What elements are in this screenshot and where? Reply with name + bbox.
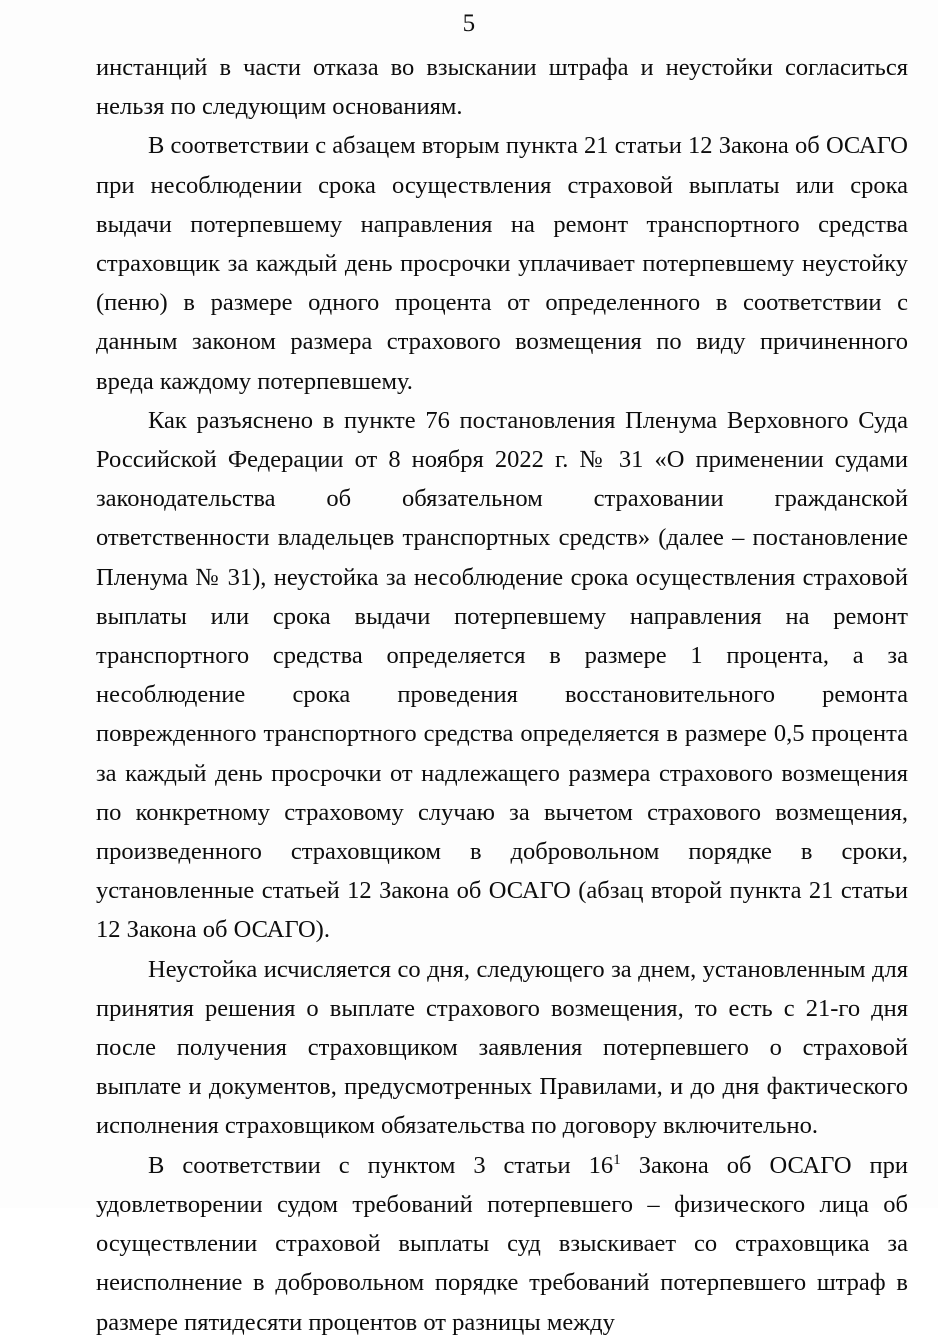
paragraph: Неустойка исчисляется со дня, следующего за днем, установленным для принятия решения о выплате страхового возмещения, то есть с 21-го дня после получения страховщиком заявления потерпевшего о страховой выплате и документов, предусмотренных Правилами, и до дня фактического исполнения страховщиком обязательства по договору включительно. xyxy=(96,955,908,1140)
paragraph-with-superscript xyxy=(96,1146,908,1342)
paragraph-text-after-superscript: Закона об ОСАГО при удовлетворении судом требований потерпевшего – физического лица об осуществлении страховой выплаты суд взыскивает со страховщика за неисполнение в добровольном порядке требований потерпевшего штраф в размере пятидесяти процентов от разницы между xyxy=(96,1151,908,1336)
paragraph-text-before-superscript: В соответствии с пунктом 3 статьи 16 xyxy=(148,1151,614,1179)
paragraph: Как разъяснено в пункте 76 постановления Пленума Верховного Суда Российской Федерации от 8 ноября 2022 г. № 31 «О применении судами законодательства об обязательном страховании гражданской ответственности владельцев транспортных средств» (далее – постановление Пленума № 31), неустойка за несоблюдение срока осуществления страховой выплаты или срока выдачи потерпевшему направления на ремонт транспортного средства определяется в размере 1 процента, а за несоблюдение срока проведения восстановительного ремонта поврежденного транспортного средства определяется в размере 0,5 процента за каждый день просрочки от надлежащего размера страхового возмещения по конкретному страховому случаю за вычетом страхового возмещения, произведенного страховщиком в добровольном порядке в сроки, установленные статьей 12 Закона об ОСАГО (абзац второй пункта 21 статьи 12 Закона об ОСАГО). xyxy=(96,406,908,944)
paragraph: В соответствии с абзацем вторым пункта 21 статьи 12 Закона об ОСАГО при несоблюдении срока осуществления страховой выплаты или срока выдачи потерпевшему направления на ремонт транспортного средства страховщик за каждый день просрочки уплачивает потерпевшему неустойку (пеню) в размере одного процента от определенного в соответствии с данным законом размера страхового возмещения по виду причиненного вреда каждому потерпевшему. xyxy=(96,132,908,395)
paragraph: инстанций в части отказа во взыскании штрафа и неустойки согласиться нельзя по следующим основаниям. xyxy=(96,54,908,121)
page-number: 5 xyxy=(462,10,476,37)
document-body xyxy=(96,48,908,1342)
article-superscript: 1 xyxy=(613,1150,621,1168)
